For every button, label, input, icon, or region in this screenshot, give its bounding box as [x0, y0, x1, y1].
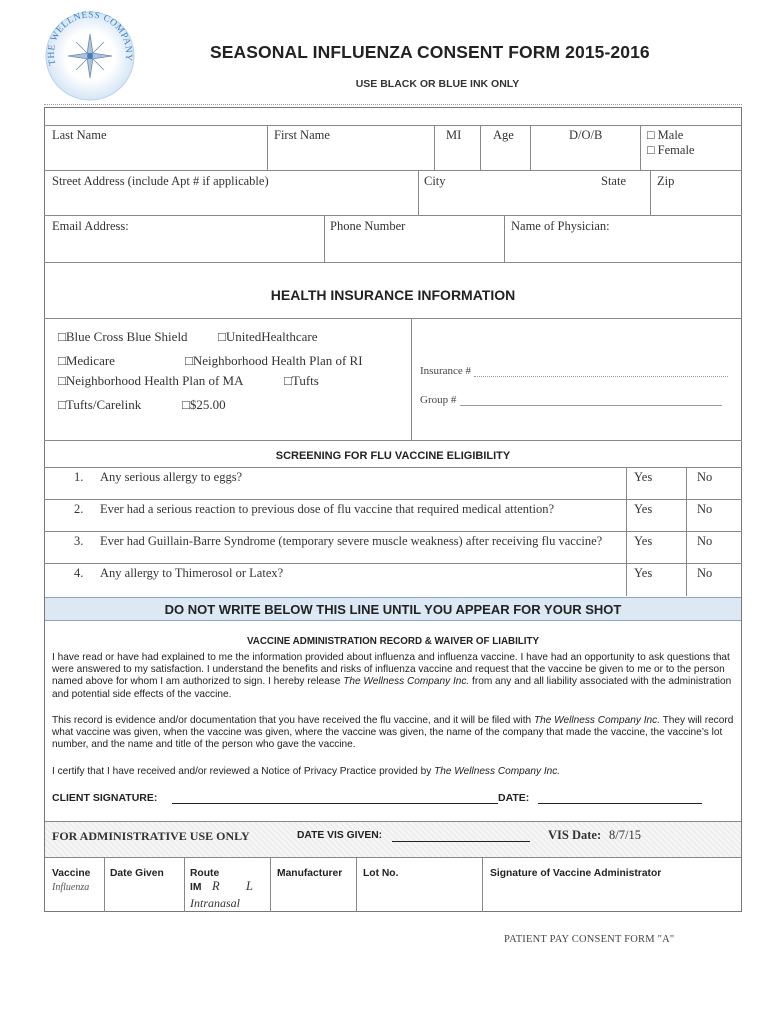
route-left[interactable]: L [246, 879, 253, 893]
footer-form-id: PATIENT PAY CONSENT FORM "A" [504, 934, 675, 945]
question-text: Ever had Guillain-Barre Syndrome (temporary severe muscle weakness) after receiving flu vaccine? [100, 534, 603, 548]
question-number: 3. [74, 534, 84, 548]
cell-divider [626, 467, 627, 596]
vaccine-influenza: Influenza [52, 882, 90, 893]
screening-heading: SCREENING FOR FLU VACCINE ELIGIBILITY [275, 450, 511, 462]
waiver-heading: VACCINE ADMINISTRATION RECORD & WAIVER OF LIABILITY [246, 636, 540, 647]
divider [44, 318, 742, 319]
divider [44, 170, 742, 171]
dob-field[interactable]: D/O/B [569, 128, 603, 142]
insurance-option-unitedhealthcare[interactable]: □UnitedHealthcare [218, 329, 318, 344]
question-no-option[interactable]: No [697, 566, 713, 580]
banner-text: DO NOT WRITE BELOW THIS LINE UNTIL YOU APPEAR FOR YOUR SHOT [164, 602, 622, 617]
male-checkbox[interactable]: □ Male [647, 128, 684, 142]
group-number-label: Group # [420, 394, 457, 406]
cell-divider [267, 125, 268, 170]
question-number: 2. [74, 502, 84, 516]
date-vis-given-label: DATE VIS GIVEN: [297, 830, 383, 841]
insurance-number-line[interactable] [474, 376, 728, 377]
vaccine-column-header: Vaccine [52, 868, 91, 879]
cell-divider [411, 318, 412, 440]
route-intranasal[interactable]: Intranasal [190, 896, 241, 910]
client-signature-line[interactable] [172, 803, 498, 804]
question-no-option[interactable]: No [697, 534, 713, 548]
cell-divider [482, 858, 483, 912]
city-field[interactable]: City [424, 174, 446, 188]
question-text: Ever had a serious reaction to previous dose of flu vaccine that required medical attention? [100, 502, 554, 516]
insurance-option-bcbs[interactable]: □Blue Cross Blue Shield [58, 329, 188, 344]
waiver-paragraph-2: This record is evidence and/or documentation that you have received the flu vaccine, and it will be filed with The Wellness Company Inc. They will record what vaccine was given, when the vaccine was given, where the vaccine was given, the name of the company that made the vaccine, the vaccine’s lot number, and the name and title of the person who gave the vaccine. [52, 715, 734, 751]
vis-date-label: VIS Date: [548, 828, 602, 842]
cell-divider [530, 125, 531, 170]
route-right[interactable]: R [212, 879, 220, 893]
vis-date-value: 8/7/15 [609, 828, 641, 842]
date-vis-given-line[interactable] [392, 841, 530, 842]
question-yes-option[interactable]: Yes [634, 534, 653, 548]
administrator-signature-header: Signature of Vaccine Administrator [490, 868, 662, 879]
cell-divider [650, 170, 651, 215]
date-given-column-header: Date Given [110, 868, 164, 879]
cell-divider [480, 125, 481, 170]
date-label: DATE: [498, 792, 530, 804]
cell-divider [184, 858, 185, 912]
state-field[interactable]: State [601, 174, 626, 188]
question-text: Any allergy to Thimerosol or Latex? [100, 566, 284, 580]
question-number: 4. [74, 566, 84, 580]
divider [44, 440, 742, 441]
divider [44, 262, 742, 263]
insurance-option-25[interactable]: □$25.00 [182, 397, 226, 412]
cell-divider [324, 215, 325, 262]
svg-text:THE WELLNESS COMPANY: THE WELLNESS COMPANY [46, 10, 134, 67]
age-field[interactable]: Age [493, 128, 514, 142]
mi-field[interactable]: MI [446, 128, 462, 142]
group-number-line[interactable] [460, 405, 722, 406]
insurance-heading: HEALTH INSURANCE INFORMATION [270, 287, 516, 303]
cell-divider [270, 858, 271, 912]
divider [44, 499, 742, 500]
physician-field[interactable]: Name of Physician: [511, 219, 610, 233]
divider [44, 563, 742, 564]
zip-field[interactable]: Zip [657, 174, 675, 188]
form-subtitle: USE BLACK OR BLUE INK ONLY [355, 78, 520, 90]
question-yes-option[interactable]: Yes [634, 470, 653, 484]
female-checkbox[interactable]: □ Female [647, 143, 695, 157]
insurance-option-tufts[interactable]: □Tufts [284, 373, 319, 388]
date-line[interactable] [538, 803, 702, 804]
divider [44, 467, 742, 468]
cell-divider [640, 125, 641, 170]
question-no-option[interactable]: No [697, 470, 713, 484]
insurance-number-label: Insurance # [420, 365, 472, 377]
route-im[interactable]: IM [190, 882, 202, 893]
insurance-option-tufts-carelink[interactable]: □Tufts/Carelink [58, 397, 142, 412]
manufacturer-column-header: Manufacturer [277, 868, 343, 879]
cell-divider [418, 170, 419, 215]
question-text: Any serious allergy to eggs? [100, 470, 243, 484]
route-column-header: Route [190, 868, 220, 879]
question-yes-option[interactable]: Yes [634, 566, 653, 580]
form-title: SEASONAL INFLUENZA CONSENT FORM 2015-2016 [210, 42, 650, 62]
insurance-option-medicare[interactable]: □Medicare [58, 353, 115, 368]
insurance-option-nhp-ri[interactable]: □Neighborhood Health Plan of RI [185, 353, 363, 368]
question-no-option[interactable]: No [697, 502, 713, 516]
email-field[interactable]: Email Address: [52, 219, 129, 233]
cell-divider [504, 215, 505, 262]
last-name-field[interactable]: Last Name [52, 128, 107, 142]
lot-column-header: Lot No. [363, 868, 399, 879]
divider [44, 215, 742, 216]
cell-divider [356, 858, 357, 912]
insurance-option-nhp-ma[interactable]: □Neighborhood Health Plan of MA [58, 373, 244, 388]
cell-divider [104, 858, 105, 912]
first-name-field[interactable]: First Name [274, 128, 330, 142]
waiver-paragraph-3: I certify that I have received and/or reviewed a Notice of Privacy Practice provided by The Wellness Company Inc. [52, 766, 561, 777]
question-yes-option[interactable]: Yes [634, 502, 653, 516]
phone-field[interactable]: Phone Number [330, 219, 406, 233]
admin-heading: FOR ADMINISTRATIVE USE ONLY [52, 829, 250, 843]
header-divider [44, 104, 742, 105]
divider [44, 531, 742, 532]
client-signature-label: CLIENT SIGNATURE: [52, 792, 158, 804]
cell-divider [686, 467, 687, 596]
cell-divider [434, 125, 435, 170]
street-address-field[interactable]: Street Address (include Apt # if applicable) [52, 174, 269, 188]
question-number: 1. [74, 470, 84, 484]
do-not-write-banner [45, 597, 741, 621]
divider [44, 125, 742, 126]
waiver-paragraph-1: I have read or have had explained to me the information provided about influenza and influenza vaccine. I have had an opportunity to ask questions that were answered to my satisfaction. I understand the benefits and risks of influenza vaccine and request that the vaccine be given to me or to the person named above for whom I am authorized to sign. I hereby release The Wellness Company Inc. from any and all liability associated with the administration and potential side effects of the vaccine. [52, 652, 732, 700]
